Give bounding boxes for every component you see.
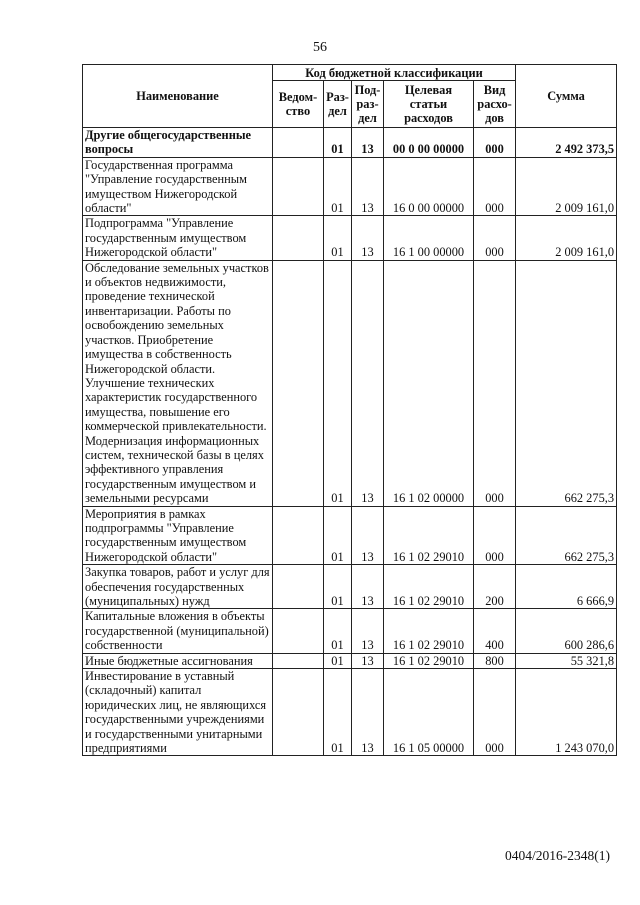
header-summa: Сумма	[516, 65, 617, 128]
table-row	[83, 216, 617, 260]
cell-vedomstvo	[273, 669, 324, 756]
cell-vedomstvo	[273, 609, 324, 653]
header-vid: Вид расхо-дов	[474, 81, 516, 128]
budget-table	[82, 64, 617, 756]
cell-celevaya: 16 1 02 29010	[384, 565, 474, 609]
page-number: 56	[313, 40, 327, 55]
cell-vedomstvo	[273, 506, 324, 565]
cell-podrazdel: 13	[352, 565, 384, 609]
cell-celevaya: 16 1 02 29010	[384, 653, 474, 668]
header-podrazdel: Под-раз-дел	[352, 81, 384, 128]
header-code-group: Код бюджетной классификации	[273, 65, 516, 81]
table-header-row	[83, 65, 617, 81]
cell-podrazdel: 13	[352, 260, 384, 506]
table-row	[83, 565, 617, 609]
cell-vid: 000	[474, 216, 516, 260]
cell-vid: 000	[474, 669, 516, 756]
cell-vid: 000	[474, 128, 516, 158]
table-row	[83, 506, 617, 565]
cell-name: Государственная программа "Управление государственным имуществом Нижегородской области"	[83, 157, 273, 216]
cell-vedomstvo	[273, 157, 324, 216]
cell-razdel: 01	[324, 216, 352, 260]
cell-razdel: 01	[324, 260, 352, 506]
cell-summa: 662 275,3	[516, 260, 617, 506]
cell-vid: 000	[474, 260, 516, 506]
table-body	[83, 128, 617, 756]
cell-vid: 000	[474, 506, 516, 565]
table-row	[83, 653, 617, 668]
cell-celevaya: 00 0 00 00000	[384, 128, 474, 158]
cell-razdel: 01	[324, 653, 352, 668]
cell-summa: 600 286,6	[516, 609, 617, 653]
cell-podrazdel: 13	[352, 157, 384, 216]
cell-razdel: 01	[324, 506, 352, 565]
table-row	[83, 609, 617, 653]
cell-vid: 200	[474, 565, 516, 609]
cell-name: Другие общегосударственные вопросы	[83, 128, 273, 158]
cell-vid: 800	[474, 653, 516, 668]
cell-celevaya: 16 1 00 00000	[384, 216, 474, 260]
cell-summa: 2 009 161,0	[516, 157, 617, 216]
cell-podrazdel: 13	[352, 506, 384, 565]
cell-podrazdel: 13	[352, 669, 384, 756]
cell-name: Инвестирование в уставный (складочный) капитал юридических лиц, не являющихся государственными учреждениями и государственными унитарными предприятиями	[83, 669, 273, 756]
cell-podrazdel: 13	[352, 128, 384, 158]
cell-celevaya: 16 1 02 29010	[384, 506, 474, 565]
table-row	[83, 669, 617, 756]
cell-vedomstvo	[273, 128, 324, 158]
cell-podrazdel: 13	[352, 609, 384, 653]
cell-vedomstvo	[273, 565, 324, 609]
cell-vedomstvo	[273, 653, 324, 668]
cell-razdel: 01	[324, 565, 352, 609]
cell-name: Иные бюджетные ассигнования	[83, 653, 273, 668]
cell-summa: 55 321,8	[516, 653, 617, 668]
table-row	[83, 260, 617, 506]
document-code: 0404/2016-2348(1)	[505, 848, 610, 863]
header-razdel: Раз-дел	[324, 81, 352, 128]
table-row	[83, 128, 617, 158]
header-vedomstvo: Ведом-ство	[273, 81, 324, 128]
cell-summa: 2 492 373,5	[516, 128, 617, 158]
cell-razdel: 01	[324, 157, 352, 216]
cell-celevaya: 16 1 05 00000	[384, 669, 474, 756]
cell-summa: 6 666,9	[516, 565, 617, 609]
cell-summa: 2 009 161,0	[516, 216, 617, 260]
header-celevaya: Целевая статьи расходов	[384, 81, 474, 128]
cell-name: Капитальные вложения в объекты государственной (муниципальной) собственности	[83, 609, 273, 653]
cell-name: Мероприятия в рамках подпрограммы "Управление государственным имуществом Нижегородской области"	[83, 506, 273, 565]
cell-vid: 400	[474, 609, 516, 653]
cell-razdel: 01	[324, 609, 352, 653]
cell-celevaya: 16 1 02 29010	[384, 609, 474, 653]
header-name: Наименование	[83, 65, 273, 128]
cell-name: Обследование земельных участков и объектов недвижимости, проведение технической инвентаризации. Работы по освобождению земельных участков. Приобретение имущества в собственность Нижегородской области. Улучшение технических характеристик государственного имущества, повышение его коммерческой привлекательности. Модернизация информационных систем, технической базы в целях эффективного управления государственным имуществом и земельными ресурсами	[83, 260, 273, 506]
cell-razdel: 01	[324, 669, 352, 756]
cell-podrazdel: 13	[352, 653, 384, 668]
cell-name: Подпрограмма "Управление государственным имуществом Нижегородской области"	[83, 216, 273, 260]
table-row	[83, 157, 617, 216]
cell-vedomstvo	[273, 260, 324, 506]
cell-podrazdel: 13	[352, 216, 384, 260]
cell-celevaya: 16 0 00 00000	[384, 157, 474, 216]
cell-celevaya: 16 1 02 00000	[384, 260, 474, 506]
cell-name: Закупка товаров, работ и услуг для обеспечения государственных (муниципальных) нужд	[83, 565, 273, 609]
cell-vedomstvo	[273, 216, 324, 260]
cell-razdel: 01	[324, 128, 352, 158]
cell-summa: 662 275,3	[516, 506, 617, 565]
cell-summa: 1 243 070,0	[516, 669, 617, 756]
cell-vid: 000	[474, 157, 516, 216]
